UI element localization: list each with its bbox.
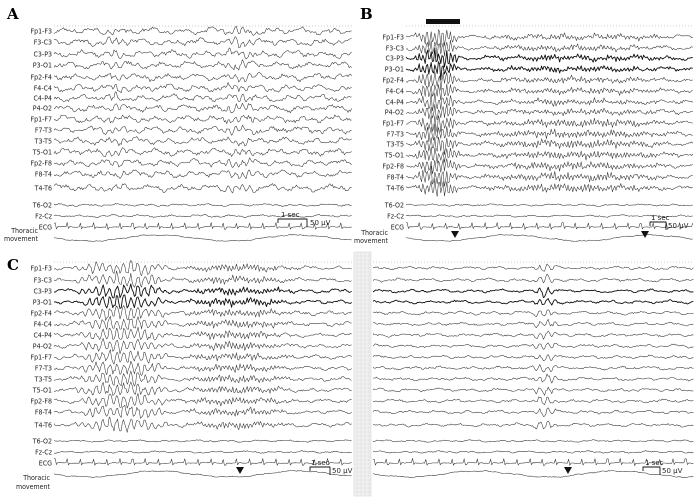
panel-b-thoracic-label: Thoracic <box>361 229 388 237</box>
channel-label-fp2-f8: Fp2-F8 <box>30 397 52 406</box>
eeg-trace <box>406 40 693 58</box>
eeg-trace <box>54 260 352 275</box>
eeg-trace <box>406 72 693 91</box>
panel-b-scale-amp: 50 µV <box>668 222 689 230</box>
eeg-trace <box>373 264 693 271</box>
eeg-trace <box>54 451 352 454</box>
panel-a-traces <box>54 26 352 241</box>
panel-a-channel-labels <box>30 28 52 232</box>
channel-label-t3-t5: T3-T5 <box>34 375 52 384</box>
eeg-trace <box>54 295 352 308</box>
channel-label-fz-cz: Fz-Cz <box>35 212 52 221</box>
panel-c-gap <box>354 252 371 496</box>
panel-a-thoracic-label: Thoracic <box>11 227 38 235</box>
panel-c-scale-amp: 50 µV <box>332 467 353 475</box>
eeg-trace <box>406 137 693 155</box>
eeg-trace <box>54 83 352 93</box>
eeg-trace <box>54 184 352 193</box>
eeg-trace <box>54 137 352 146</box>
eeg-trace <box>373 387 693 395</box>
channel-label-f3-c3: F3-C3 <box>385 44 404 53</box>
channel-label-fp2-f4: Fp2-F4 <box>30 73 52 82</box>
panel-a-letter: A <box>7 5 19 23</box>
panel-c-letter: C <box>7 256 19 274</box>
channel-label-f8-t4: F8-T4 <box>34 170 52 179</box>
channel-label-f7-t3: F7-T3 <box>34 364 52 373</box>
panel-c-right-scale-time: 1 sec <box>645 459 664 467</box>
panel-a-movement-label: movement <box>3 235 38 243</box>
channel-label-t4-t6: T4-T6 <box>386 184 404 193</box>
eeg-trace <box>54 338 352 353</box>
eeg-trace <box>54 306 352 321</box>
channel-label-t3-t5: T3-T5 <box>386 140 404 149</box>
eeg-trace <box>406 147 693 164</box>
eeg-trace <box>406 215 693 218</box>
panel-c-scale-bar <box>310 459 353 475</box>
eeg-trace <box>54 125 352 135</box>
eeg-trace <box>54 48 352 59</box>
panel-b-scale-time: 1 sec <box>651 214 670 222</box>
channel-label-p4-o2: P4-O2 <box>384 108 404 117</box>
channel-label-fp1-f3: Fp1-F3 <box>382 33 404 42</box>
thoracic-trace <box>373 471 693 478</box>
channel-label-f4-c4: F4-C4 <box>33 84 52 93</box>
panel-c-marker-2-icon <box>564 467 572 474</box>
panel-b-scale-bar <box>650 214 689 230</box>
eeg-trace <box>406 104 693 120</box>
eeg-trace <box>406 30 693 48</box>
channel-label-fz-cz: Fz-Cz <box>35 448 52 457</box>
channel-label-ecg: ECG <box>38 459 52 468</box>
eeg-trace <box>54 371 352 386</box>
channel-label-ecg: ECG <box>38 223 52 232</box>
channel-label-c3-p3: C3-P3 <box>33 287 52 296</box>
thoracic-trace <box>54 471 352 478</box>
thoracic-trace <box>54 235 352 242</box>
channel-label-t6-o2: T6-O2 <box>32 437 52 446</box>
panel-a-scale-amp: 50 µV <box>310 219 331 227</box>
eeg-trace <box>54 459 352 466</box>
panel-a-scale-bar <box>278 211 331 227</box>
eeg-trace <box>406 62 693 80</box>
channel-label-c3-p3: C3-P3 <box>385 54 404 63</box>
channel-label-fp1-f7: Fp1-F7 <box>30 115 52 124</box>
eeg-trace <box>373 365 693 373</box>
panel-c-channel-labels <box>30 265 52 468</box>
channel-label-c4-p4: C4-P4 <box>385 98 404 107</box>
channel-label-f7-t3: F7-T3 <box>386 130 404 139</box>
panel-b-movement-label: movement <box>353 237 388 245</box>
eeg-trace <box>54 393 352 408</box>
eeg-trace <box>54 92 352 102</box>
channel-label-ecg: ECG <box>390 223 404 232</box>
channel-label-t5-o1: T5-O1 <box>32 386 52 395</box>
eeg-trace <box>54 271 352 287</box>
panel-b-letter: B <box>360 5 373 23</box>
panel-c-right-scale-lines <box>643 467 660 475</box>
panel-b-traces <box>406 30 693 242</box>
eeg-trace <box>373 331 693 339</box>
channel-label-t4-t6: T4-T6 <box>34 421 52 430</box>
eeg-trace <box>373 451 693 454</box>
eeg-trace <box>406 115 693 132</box>
channel-label-f4-c4: F4-C4 <box>385 87 404 96</box>
eeg-trace <box>373 440 693 443</box>
channel-label-c4-p4: C4-P4 <box>33 331 52 340</box>
eeg-trace <box>54 203 352 206</box>
channel-label-fp1-f3: Fp1-F3 <box>30 27 52 36</box>
channel-label-c3-p3: C3-P3 <box>33 50 52 59</box>
eeg-trace <box>54 72 352 82</box>
thoracic-trace <box>406 234 693 241</box>
eeg-trace <box>373 408 693 417</box>
eeg-trace <box>54 115 352 124</box>
channel-label-t4-t6: T4-T6 <box>34 184 52 193</box>
panel-c-right-scale-amp: 50 µV <box>662 467 683 475</box>
seizure-onset-bar <box>426 19 460 24</box>
channel-label-fp1-f7: Fp1-F7 <box>382 119 404 128</box>
eeg-trace <box>54 60 352 71</box>
channel-label-fz-cz: Fz-Cz <box>387 212 404 221</box>
panel-c-marker-1-icon <box>236 467 244 474</box>
eeg-trace <box>373 355 693 361</box>
eeg-trace <box>406 84 693 100</box>
channel-label-fp2-f8: Fp2-F8 <box>382 162 404 171</box>
eeg-trace <box>54 361 352 375</box>
eeg-trace <box>54 103 352 113</box>
panel-c-right-traces <box>373 264 693 478</box>
panel-b-channel-labels <box>382 34 404 232</box>
channel-label-fp2-f4: Fp2-F4 <box>30 309 52 318</box>
channel-label-p3-o1: P3-O1 <box>32 298 52 307</box>
panel-c-movement-label: movement <box>15 483 50 491</box>
eeg-trace <box>54 382 352 396</box>
channel-label-t3-t5: T3-T5 <box>34 137 52 146</box>
channel-label-fp1-f3: Fp1-F3 <box>30 264 52 273</box>
eeg-trace <box>54 417 352 432</box>
channel-label-t6-o2: T6-O2 <box>32 201 52 210</box>
eeg-trace <box>54 158 352 168</box>
eeg-trace <box>406 93 693 111</box>
eeg-trace <box>406 159 693 174</box>
channel-label-f8-t4: F8-T4 <box>34 408 52 417</box>
panel-a-scale-lines <box>278 219 307 227</box>
channel-label-t5-o1: T5-O1 <box>384 151 404 160</box>
panel-c-right-scale-bar <box>643 459 683 475</box>
eeg-trace <box>373 274 693 283</box>
channel-label-p4-o2: P4-O2 <box>32 104 52 113</box>
channel-label-p3-o1: P3-O1 <box>32 61 52 70</box>
channel-label-p3-o1: P3-O1 <box>384 65 404 74</box>
channel-label-f4-c4: F4-C4 <box>33 320 52 329</box>
channel-label-t5-o1: T5-O1 <box>32 148 52 157</box>
eeg-trace <box>54 327 352 340</box>
channel-label-f3-c3: F3-C3 <box>33 276 52 285</box>
eeg-trace <box>406 204 693 207</box>
eeg-trace <box>54 170 352 179</box>
panel-b-marker-1-icon <box>451 231 459 238</box>
channel-label-fp2-f4: Fp2-F4 <box>382 76 404 85</box>
eeg-trace <box>54 316 352 329</box>
eeg-trace <box>373 310 693 317</box>
channel-label-p4-o2: P4-O2 <box>32 342 52 351</box>
panel-c-thoracic-label: Thoracic <box>23 474 50 482</box>
eeg-trace <box>54 37 352 48</box>
eeg-trace <box>54 26 352 35</box>
channel-label-t6-o2: T6-O2 <box>384 201 404 210</box>
eeg-trace <box>54 284 352 298</box>
channel-label-fp1-f7: Fp1-F7 <box>30 353 52 362</box>
panel-c-scale-lines <box>310 467 330 475</box>
eeg-trace <box>54 214 352 217</box>
channel-label-f8-t4: F8-T4 <box>386 173 404 182</box>
eeg-trace <box>373 421 693 429</box>
eeg-trace <box>54 148 352 157</box>
eeg-trace <box>373 374 693 383</box>
panel-a-scale-time: 1 sec <box>281 211 300 219</box>
panel-c-scale-time: 1 sec <box>311 459 330 467</box>
eeg-trace <box>54 405 352 418</box>
eeg-trace <box>373 319 693 327</box>
eeg-trace <box>54 440 352 443</box>
eeg-trace <box>373 299 693 306</box>
channel-label-f3-c3: F3-C3 <box>33 38 52 47</box>
eeg-trace <box>373 343 693 349</box>
eeg-trace <box>373 397 693 405</box>
eeg-trace <box>54 350 352 365</box>
panel-c-left-traces <box>54 260 352 477</box>
channel-label-c4-p4: C4-P4 <box>33 94 52 103</box>
channel-label-fp2-f8: Fp2-F8 <box>30 159 52 168</box>
eeg-trace <box>373 287 693 297</box>
channel-label-f7-t3: F7-T3 <box>34 126 52 135</box>
